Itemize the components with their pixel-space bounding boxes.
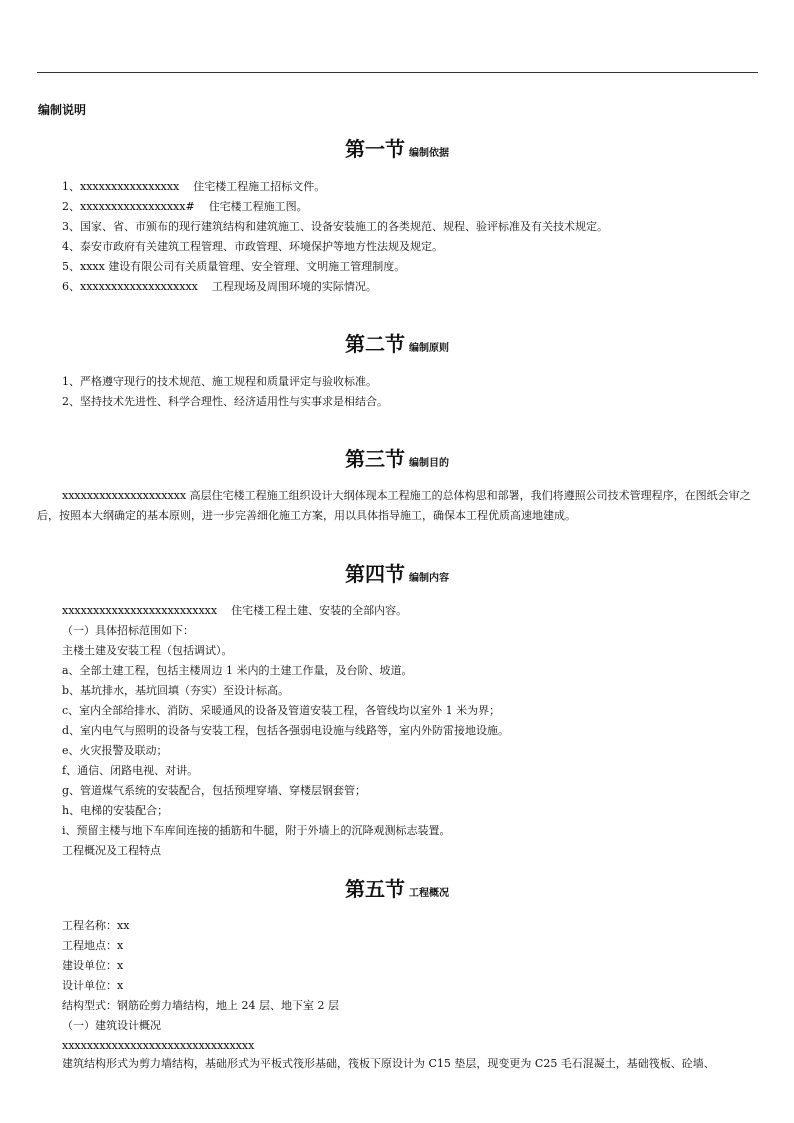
section-5-subtitle: 工程概况: [409, 888, 449, 899]
section-1-subtitle: 编制依据: [409, 148, 449, 159]
section-5-title: 第五节: [345, 877, 405, 901]
section-3-title: 第三节: [345, 447, 405, 471]
section-2-subtitle: 编制原则: [409, 343, 449, 354]
section-1-line-1: 1、xxxxxxxxxxxxxxxx 住宅楼工程施工招标文件。: [62, 180, 326, 193]
section-4-title: 第四节: [345, 562, 405, 586]
section-5-line-1: 工程名称：xx: [62, 919, 130, 932]
section-5-line-2: 工程地点：x: [62, 939, 124, 952]
section-4-line-9: f、通信、闭路电视、对讲。: [62, 764, 199, 777]
section-4-line-7: d、室内电气与照明的设备与安装工程，包括各强弱电设施与线路等，室内外防雷接地设施。: [62, 724, 510, 737]
section-2-title: 第二节: [345, 332, 405, 356]
section-4-subtitle: 编制内容: [409, 573, 449, 584]
section-1-line-3: 3、国家、省、市颁布的现行建筑结构和建筑施工、设备安装施工的各类规范、规程、验评标准及有关技术规定。: [62, 220, 608, 233]
section-5-line-8: 建筑结构形式为剪力墙结构，基础形式为平板式筏形基础，筏板下原设计为 C15 垫层，现变更为 C25 毛石混凝土，基础筏板、砼墙、: [62, 1057, 715, 1070]
section-4-line-13: 工程概况及工程特点: [62, 844, 161, 857]
section-4-line-12: i、预留主楼与地下车库间连接的插筋和牛腿，附于外墙上的沉降观测标志装置。: [62, 824, 451, 837]
section-3-heading: [0, 443, 794, 472]
section-4-line-4: a、全部土建工程，包括主楼周边 1 米内的土建工作量，及台阶、坡道。: [62, 664, 413, 677]
section-5-heading: [0, 873, 794, 902]
section-5-line-7: xxxxxxxxxxxxxxxxxxxxxxxxxxxxxxx: [62, 1039, 255, 1052]
section-5-line-4: 设计单位：x: [62, 979, 124, 992]
section-4-line-10: g、管道煤气系统的安装配合，包括预埋穿墙、穿楼层钢套管；: [62, 784, 367, 797]
section-1-title: 第一节: [345, 137, 405, 161]
section-4-line-1: xxxxxxxxxxxxxxxxxxxxxxxxx 住宅楼工程土建、安装的全部内容。: [62, 604, 408, 617]
section-5-line-3: 建设单位：x: [62, 959, 124, 972]
section-2-heading: [0, 328, 794, 357]
section-1-heading: [0, 133, 794, 162]
document-title: 编制说明: [38, 103, 87, 117]
section-4-line-5: b、基坑排水，基坑回填（夯实）至设计标高。: [62, 684, 290, 697]
section-3-paragraph: xxxxxxxxxxxxxxxxxxxx 高层住宅楼工程施工组织设计大纲体现本工程施工的总体构思和部署，我们将遵照公司技术管理程序，在图纸会审之后，按照本大纲确定的基本原则，进一步完善细化施工方案，用以具体指导施工，确保本工程优质高速地建成。: [37, 489, 751, 522]
section-2-line-2: 2、坚持技术先进性、科学合理性、经济适用性与实事求是相结合。: [62, 395, 388, 408]
section-4-line-6: c、室内全部给排水、消防、采暖通风的设备及管道安装工程，各管线均以室外 1 米为界；: [62, 704, 501, 717]
header-rule: [37, 72, 758, 73]
section-1-line-5: 5、xxxx 建设有限公司有关质量管理、安全管理、文明施工管理制度。: [62, 260, 406, 273]
section-4-line-3: 主楼土建及安装工程（包括调试）。: [62, 644, 233, 657]
section-4-heading: [0, 558, 794, 587]
section-4-line-8: e、火灾报警及联动；: [62, 744, 168, 757]
section-2-line-1: 1、严格遵守现行的技术规范、施工规程和质量评定与验收标准。: [62, 375, 377, 388]
section-4-line-11: h、电梯的安装配合；: [62, 804, 169, 817]
section-4-line-2: （一）具体招标范围如下：: [62, 624, 194, 637]
section-5-line-6: （一）建筑设计概况: [62, 1019, 161, 1032]
section-5-line-5: 结构型式：钢筋砼剪力墙结构，地上 24 层、地下室 2 层: [62, 999, 339, 1012]
section-1-line-4: 4、泰安市政府有关建筑工程管理、市政管理、环境保护等地方性法规及规定。: [62, 240, 443, 253]
section-3-subtitle: 编制目的: [409, 458, 449, 469]
section-1-line-6: 6、xxxxxxxxxxxxxxxxxxx 工程现场及周围环境的实际情况。: [62, 280, 377, 293]
section-1-line-2: 2、xxxxxxxxxxxxxxxxx# 住宅楼工程施工图。: [62, 200, 308, 213]
